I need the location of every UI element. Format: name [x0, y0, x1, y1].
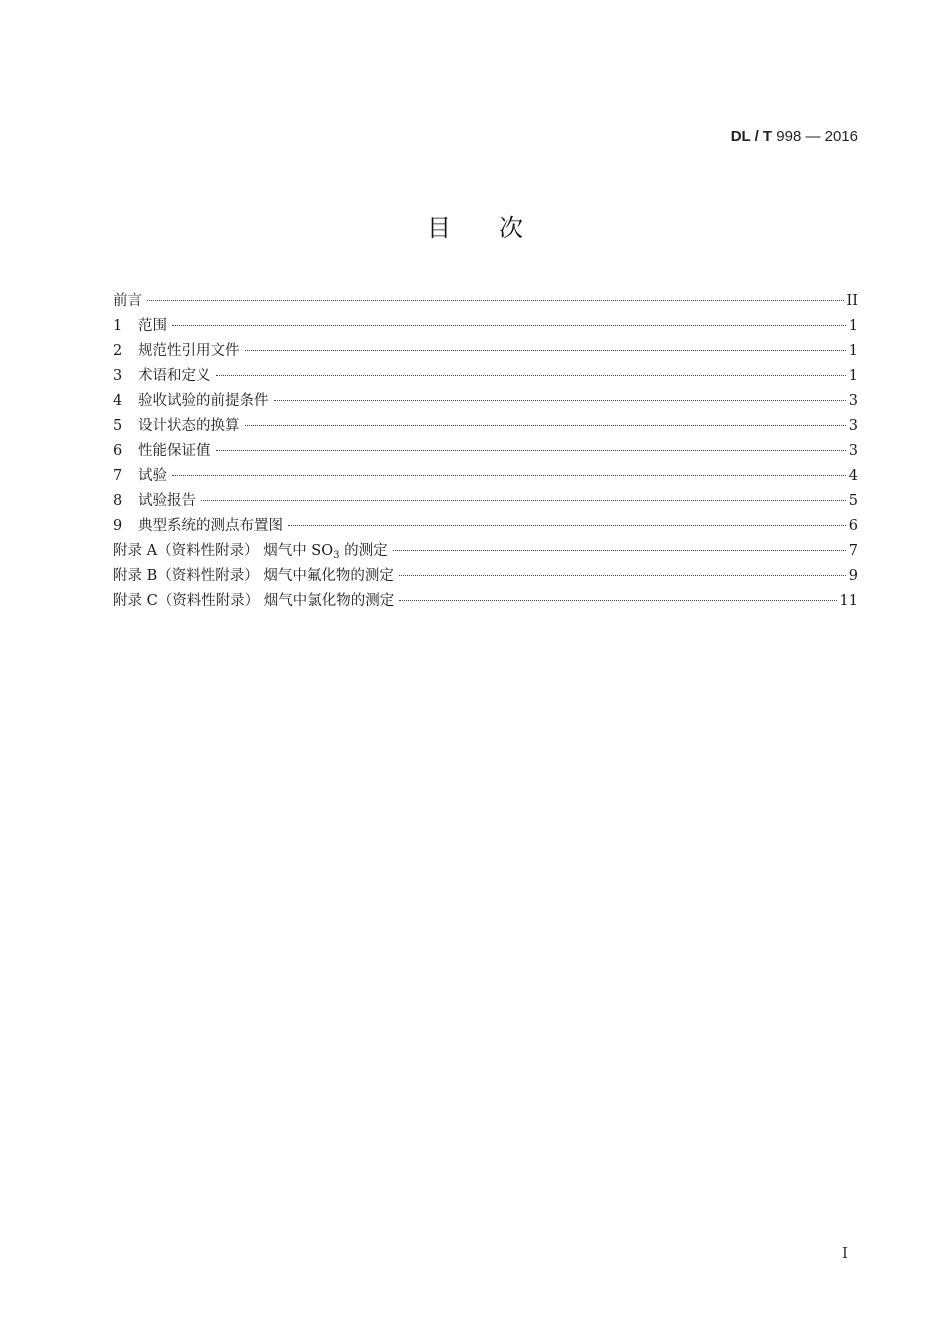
toc-entry-number: 5 — [113, 418, 123, 434]
dot-leader — [288, 525, 846, 526]
subscript: 3 — [333, 550, 340, 561]
dot-leader — [399, 575, 846, 576]
table-of-contents — [113, 289, 858, 614]
toc-entry-9[interactable] — [113, 514, 858, 539]
toc-entry-page: 3 — [848, 443, 858, 459]
toc-entry-number: 1 — [113, 318, 123, 334]
toc-entry-number: 9 — [113, 518, 123, 534]
dot-leader — [216, 375, 846, 376]
toc-entry-page: 9 — [848, 568, 858, 584]
toc-entry-page: 4 — [848, 468, 858, 484]
toc-entry-5[interactable] — [113, 414, 858, 439]
toc-entry-page: 1 — [848, 318, 858, 334]
toc-entry-number: 2 — [113, 343, 123, 359]
toc-entry-label: 6 性能保证值 — [113, 439, 211, 464]
toc-entry-label: 8 试验报告 — [113, 489, 196, 514]
toc-entry-page: 1 — [848, 368, 858, 384]
toc-entry-2[interactable] — [113, 339, 858, 364]
toc-entry-label: 附录 A（资料性附录） 烟气中 $SO_3$ 的测定 — [113, 543, 388, 561]
toc-entry-label: 2 规范性引用文件 — [113, 339, 240, 364]
toc-entry-7[interactable] — [113, 464, 858, 489]
dot-leader — [216, 450, 846, 451]
toc-entry-appendix-c[interactable] — [113, 589, 858, 614]
toc-entry-page: II — [846, 293, 858, 309]
toc-entry-page: 7 — [848, 543, 858, 559]
toc-entry-label: 5 设计状态的换算 — [113, 414, 240, 439]
toc-entry-appendix-b[interactable] — [113, 564, 858, 589]
page-number: I — [842, 1244, 848, 1262]
dot-leader — [274, 400, 846, 401]
toc-entry-label: 前言 — [113, 293, 142, 309]
toc-entry-foreword[interactable] — [113, 289, 858, 314]
toc-entry-label: 附录 C（资料性附录） 烟气中氯化物的测定 — [113, 593, 395, 609]
toc-entry-page: 1 — [848, 343, 858, 359]
dot-leader — [172, 325, 846, 326]
dot-leader — [245, 350, 846, 351]
toc-entry-4[interactable] — [113, 389, 858, 414]
dot-leader — [399, 600, 836, 601]
standard-code — [731, 128, 858, 145]
toc-entry-1[interactable] — [113, 314, 858, 339]
toc-entry-page: 11 — [839, 593, 858, 609]
standard-prefix: DL / T — [730, 128, 773, 145]
toc-entry-page: 3 — [848, 418, 858, 434]
dot-leader — [201, 500, 846, 501]
dot-leader — [393, 550, 846, 551]
dot-leader — [172, 475, 846, 476]
dot-leader — [245, 425, 846, 426]
toc-entry-number: 6 — [113, 443, 123, 459]
toc-entry-6[interactable] — [113, 439, 858, 464]
toc-entry-appendix-a[interactable] — [113, 539, 858, 564]
toc-entry-number: 3 — [113, 368, 123, 384]
toc-entry-8[interactable] — [113, 489, 858, 514]
toc-entry-number: 4 — [113, 393, 123, 409]
toc-entry-3[interactable] — [113, 364, 858, 389]
toc-entry-page: 5 — [848, 493, 858, 509]
toc-entry-page: 3 — [848, 393, 858, 409]
toc-entry-label: 4 验收试验的前提条件 — [113, 389, 269, 414]
toc-entry-label: 3 术语和定义 — [113, 364, 211, 389]
toc-entry-label: 1 范围 — [113, 314, 167, 339]
toc-entry-number: 8 — [113, 493, 123, 509]
page-title: 目次 — [427, 214, 571, 242]
toc-entry-label: 7 试验 — [113, 464, 167, 489]
toc-entry-page: 6 — [848, 518, 858, 534]
dot-leader — [147, 300, 844, 301]
toc-entry-number: 7 — [113, 468, 123, 484]
standard-number: 998 — 2016 — [776, 128, 858, 145]
toc-entry-label: 附录 B（资料性附录） 烟气中氟化物的测定 — [113, 568, 394, 584]
toc-entry-label: 9 典型系统的测点布置图 — [113, 514, 283, 539]
